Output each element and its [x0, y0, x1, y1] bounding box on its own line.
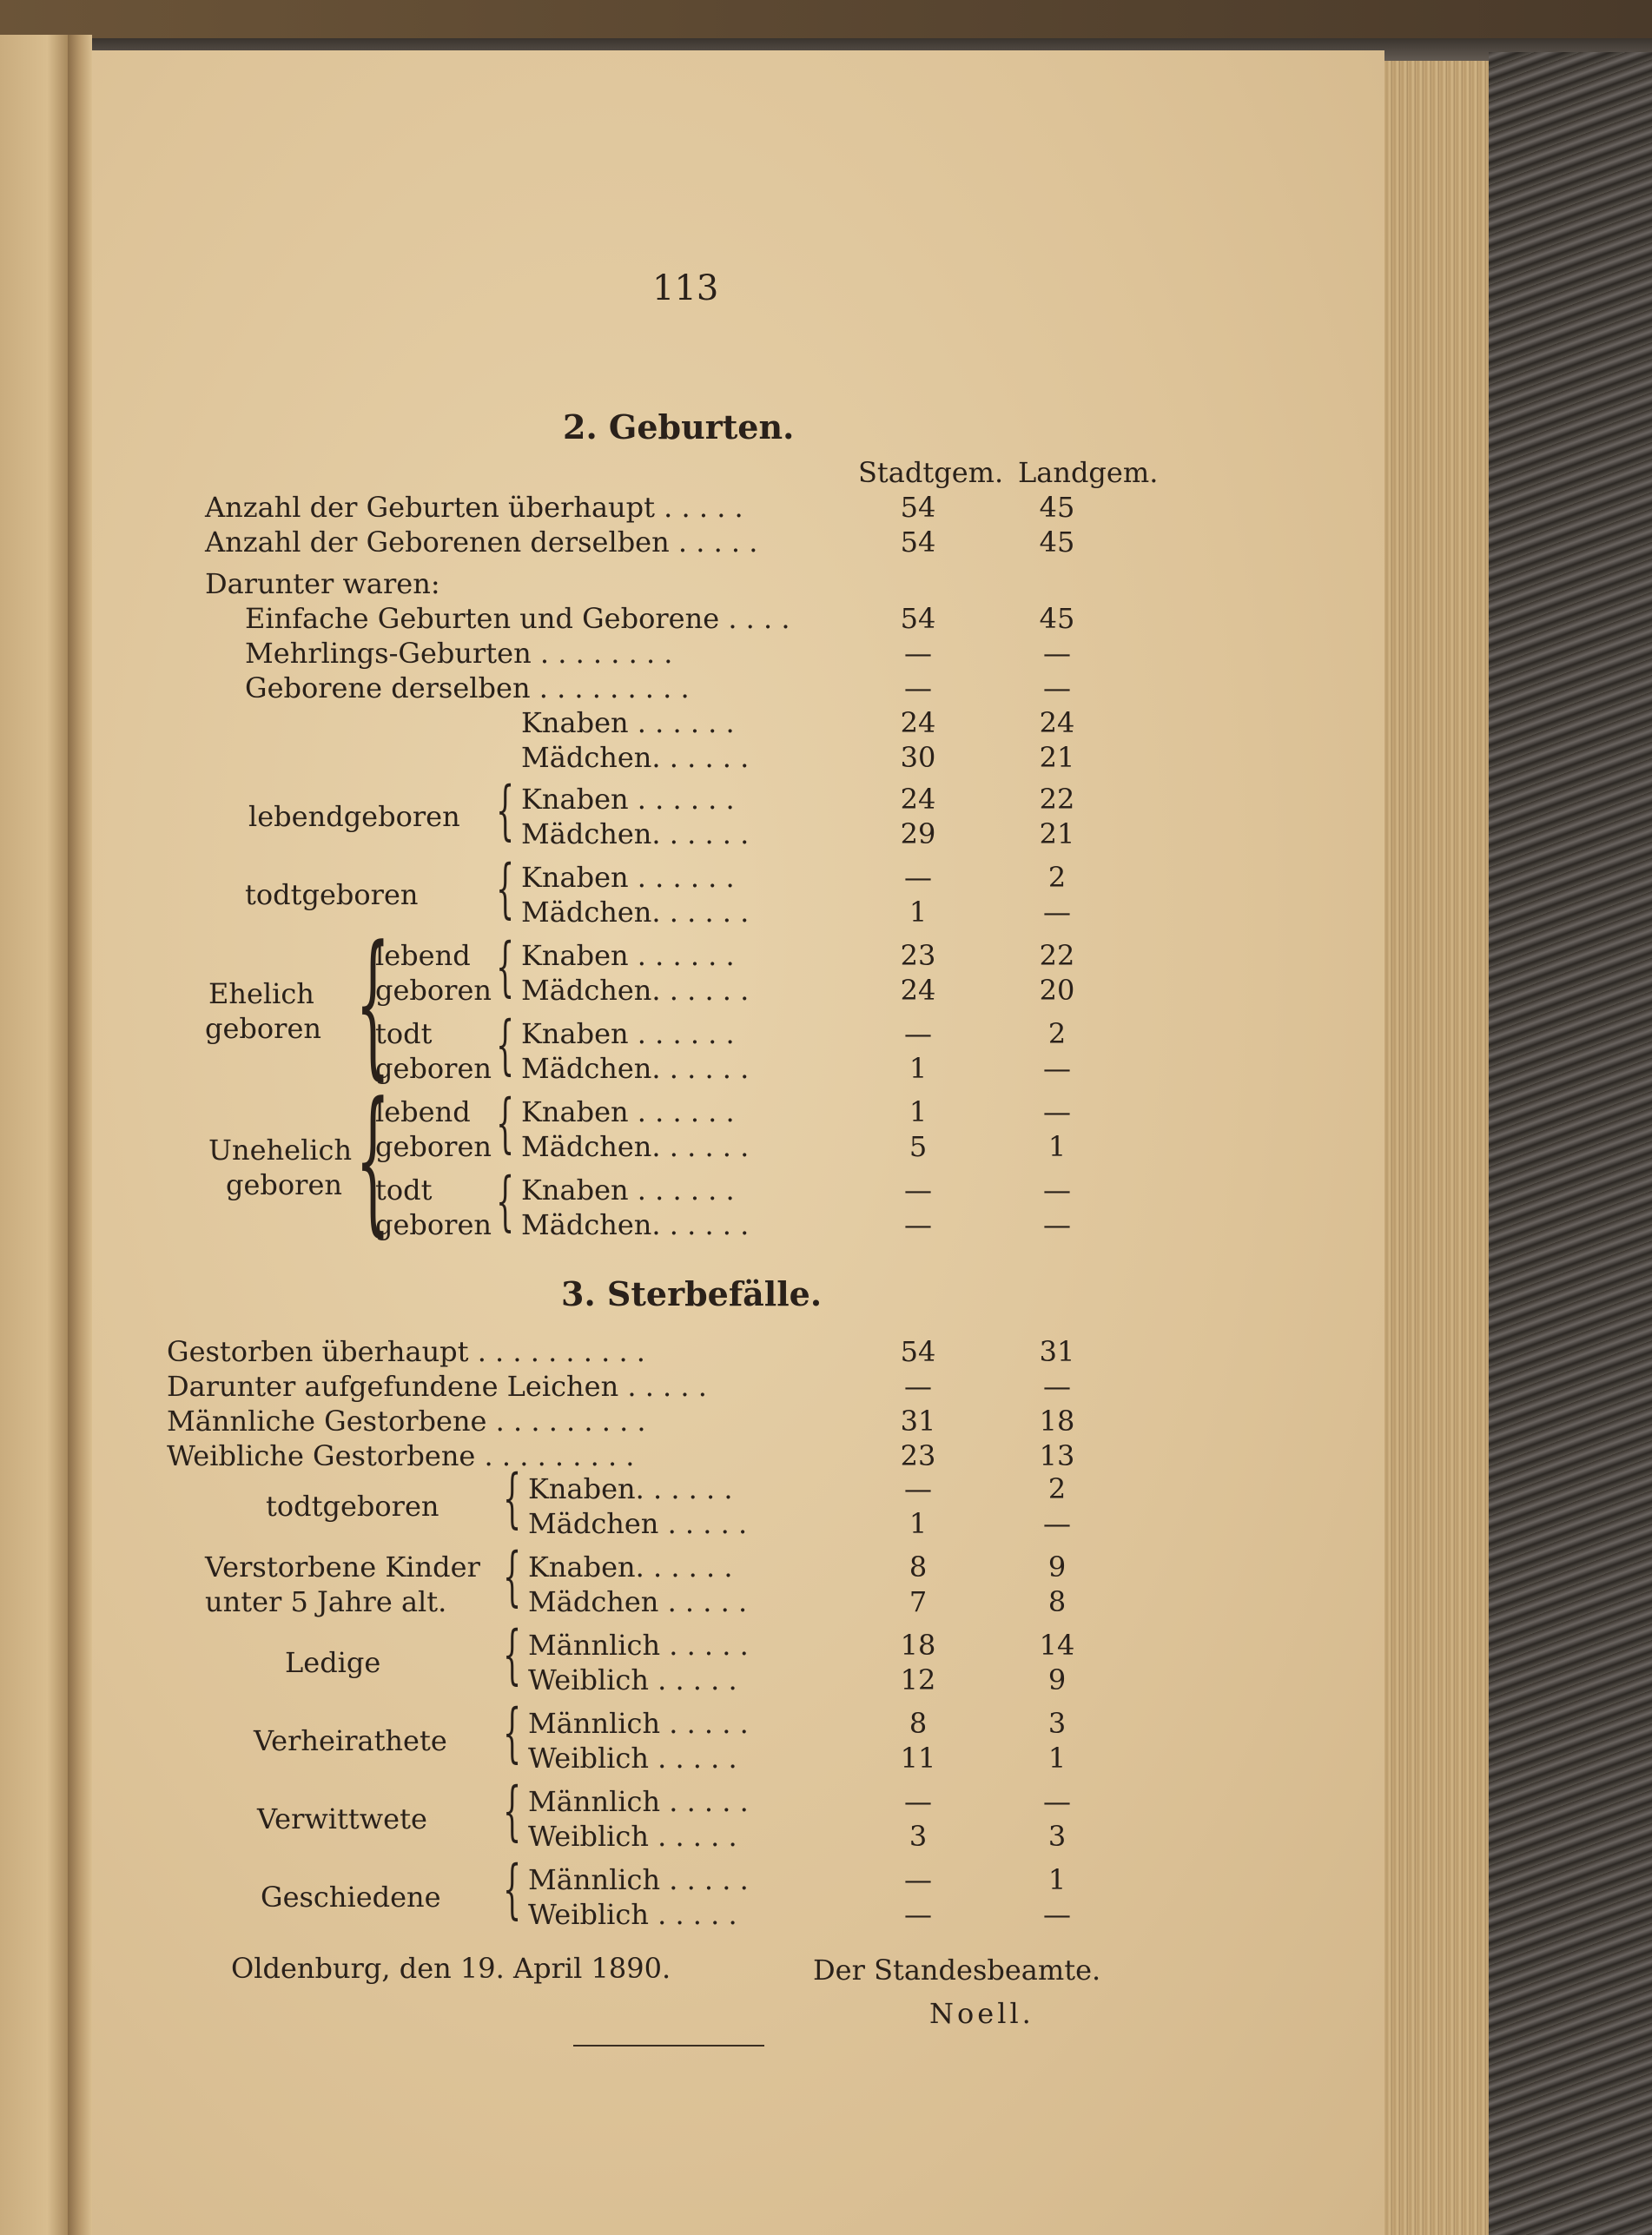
deaths-row-rural: 3	[1047, 1820, 1067, 1853]
left-page-edge	[0, 35, 68, 2235]
sub-group-label: geboren	[375, 1130, 492, 1163]
births-row-rural: 1	[1047, 1130, 1067, 1163]
births-row-city: 5	[909, 1130, 928, 1163]
deaths-row-rural: 31	[1039, 1335, 1075, 1368]
deaths-row-city: 1	[909, 1507, 928, 1540]
brace: {	[495, 929, 515, 1004]
sub-group-label: lebend	[375, 939, 471, 972]
births-row-rural: 2	[1047, 861, 1067, 894]
deaths-row-label: Weiblich . . . . .	[528, 1742, 737, 1775]
births-row-city: —	[904, 861, 932, 894]
deaths-row-rural: 9	[1047, 1551, 1067, 1584]
births-row-rural: —	[1043, 1174, 1071, 1207]
deaths-row-city: —	[904, 1785, 932, 1818]
brace: {	[495, 1164, 515, 1239]
births-row-rural: 22	[1039, 783, 1075, 816]
births-row-city: 54	[900, 491, 936, 524]
births-row-label: Mädchen. . . . . .	[521, 741, 750, 774]
births-row-label: Knaben . . . . . .	[521, 939, 735, 972]
births-row-label: Knaben . . . . . .	[521, 1017, 735, 1050]
brace: {	[502, 1774, 522, 1848]
deaths-row-rural: 9	[1047, 1663, 1067, 1696]
deaths-row-label: Weiblich . . . . .	[528, 1898, 737, 1931]
births-row-rural: —	[1043, 896, 1071, 929]
deaths-row-rural: 18	[1039, 1405, 1075, 1438]
group-label: Unehelich	[208, 1134, 353, 1167]
births-row-city: —	[904, 671, 932, 704]
sub-group-label: geboren	[375, 1052, 492, 1085]
column-header-rural: Landgem.	[1018, 456, 1159, 489]
group-label: geboren	[205, 1012, 322, 1045]
births-row-city: 1	[909, 896, 928, 929]
births-row-city: 24	[900, 974, 936, 1007]
births-row-rural: —	[1043, 671, 1071, 704]
births-row-rural: 45	[1039, 491, 1075, 524]
sub-group-label: geboren	[375, 1208, 492, 1241]
signature-name: Noell.	[929, 1997, 1034, 2030]
brace: {	[502, 1539, 522, 1614]
group-label: todtgeboren	[245, 878, 419, 911]
births-row-city: —	[904, 637, 932, 670]
deaths-row-city: 3	[909, 1820, 928, 1853]
deaths-row-rural: —	[1043, 1370, 1071, 1403]
births-row-rural: 24	[1039, 706, 1075, 739]
births-row-label: Knaben . . . . . .	[521, 1174, 735, 1207]
deaths-row-rural: 1	[1047, 1863, 1067, 1896]
brace: {	[502, 1696, 522, 1770]
deaths-row-label: Männlich . . . . .	[528, 1707, 749, 1740]
births-row-city: 1	[909, 1095, 928, 1128]
deaths-row-label: Mädchen . . . . .	[528, 1585, 748, 1618]
deaths-row-label: Männlich . . . . .	[528, 1629, 749, 1662]
group-label: Ehelich	[208, 977, 314, 1010]
births-row-rural: 21	[1039, 817, 1075, 850]
deaths-row-label: Darunter aufgefundene Leichen . . . . .	[167, 1370, 707, 1403]
births-row-city: 24	[900, 706, 936, 739]
group-label: lebendgeboren	[248, 800, 460, 833]
births-row-city: 1	[909, 1052, 928, 1085]
deaths-row-city: —	[904, 1863, 932, 1896]
group-label: Verheirathete	[254, 1724, 447, 1757]
printed-page	[92, 50, 1384, 2235]
sub-group-label: todt	[375, 1174, 433, 1207]
book-gutter	[68, 35, 92, 2235]
births-row-label: Anzahl der Geborenen derselben . . . . .	[205, 526, 758, 559]
births-row-city: —	[904, 1208, 932, 1241]
births-row-rural: —	[1043, 1095, 1071, 1128]
births-row-label: Knaben . . . . . .	[521, 1095, 735, 1128]
deaths-row-rural: 14	[1039, 1629, 1075, 1662]
births-row-label: Knaben . . . . . .	[521, 706, 735, 739]
births-row-city: —	[904, 1174, 932, 1207]
signature-title: Der Standesbeamte.	[813, 1954, 1101, 1987]
brace: {	[495, 1008, 515, 1082]
deaths-row-label: Männlich . . . . .	[528, 1785, 749, 1818]
deaths-heading: 3. Sterbefälle.	[561, 1274, 823, 1313]
births-row-rural: 2	[1047, 1017, 1067, 1050]
deaths-row-city: 7	[909, 1585, 928, 1618]
births-row-label: Mädchen. . . . . .	[521, 1130, 750, 1163]
group-label: Geschiedene	[261, 1881, 441, 1914]
brace: {	[355, 1069, 391, 1251]
brace: {	[495, 773, 515, 848]
book-cover-marbled	[1489, 52, 1652, 2235]
deaths-row-rural: 3	[1047, 1707, 1067, 1740]
births-row-label: Knaben . . . . . .	[521, 861, 735, 894]
sub-group-label: lebend	[375, 1095, 471, 1128]
births-row-city: —	[904, 1017, 932, 1050]
births-row-label: Anzahl der Geburten überhaupt . . . . .	[205, 491, 743, 524]
deaths-row-label: Weiblich . . . . .	[528, 1663, 737, 1696]
group-label: geboren	[226, 1168, 343, 1201]
deaths-row-rural: —	[1043, 1785, 1071, 1818]
place-date: Oldenburg, den 19. April 1890.	[231, 1952, 671, 1985]
deaths-row-label: Weibliche Gestorbene . . . . . . . . .	[167, 1439, 635, 1472]
births-row-city: 54	[900, 602, 936, 635]
deaths-row-label: Männlich . . . . .	[528, 1863, 749, 1896]
deaths-row-label: Knaben. . . . . .	[528, 1472, 733, 1505]
deaths-row-label: Weiblich . . . . .	[528, 1820, 737, 1853]
page-number: 113	[652, 268, 719, 308]
deaths-row-label: Gestorben überhaupt . . . . . . . . . .	[167, 1335, 645, 1368]
brace: {	[502, 1617, 522, 1692]
sub-group-label: geboren	[375, 974, 492, 1007]
deaths-row-city: 12	[900, 1663, 936, 1696]
group-label: todtgeboren	[266, 1490, 439, 1523]
deaths-row-city: 23	[900, 1439, 936, 1472]
brace: {	[502, 1461, 522, 1536]
deaths-row-rural: —	[1043, 1507, 1071, 1540]
deaths-row-city: 31	[900, 1405, 936, 1438]
births-row-rural: 22	[1039, 939, 1075, 972]
births-row-label: Mädchen. . . . . .	[521, 1208, 750, 1241]
deaths-row-city: —	[904, 1370, 932, 1403]
deaths-row-label: Männliche Gestorbene . . . . . . . . .	[167, 1405, 646, 1438]
births-row-city: 29	[900, 817, 936, 850]
deaths-row-label: Mädchen . . . . .	[528, 1507, 748, 1540]
births-row-rural: 21	[1039, 741, 1075, 774]
brace: {	[495, 1086, 515, 1160]
deaths-row-rural: 13	[1039, 1439, 1075, 1472]
brace: {	[502, 1852, 522, 1927]
deaths-row-city: 8	[909, 1551, 928, 1584]
deaths-row-rural: 8	[1047, 1585, 1067, 1618]
group-label: Verwittwete	[257, 1802, 427, 1835]
group-label: Verstorbene Kinder	[205, 1551, 480, 1584]
group-label: unter 5 Jahre alt.	[205, 1585, 447, 1618]
deaths-row-rural: —	[1043, 1898, 1071, 1931]
births-heading: 2. Geburten.	[563, 407, 795, 446]
births-row-rural: 45	[1039, 526, 1075, 559]
page-edges-stack	[1384, 61, 1489, 2235]
births-row-label: Mädchen. . . . . .	[521, 817, 750, 850]
deaths-row-city: 11	[900, 1742, 936, 1775]
births-row-label: Mädchen. . . . . .	[521, 974, 750, 1007]
births-row-label: Einfache Geburten und Geborene . . . .	[245, 602, 790, 635]
deaths-row-city: 8	[909, 1707, 928, 1740]
sub-group-label: todt	[375, 1017, 433, 1050]
deaths-row-city: 18	[900, 1629, 936, 1662]
deaths-row-rural: 1	[1047, 1742, 1067, 1775]
births-row-rural: —	[1043, 1208, 1071, 1241]
deaths-row-label: Knaben. . . . . .	[528, 1551, 733, 1584]
group-label: Ledige	[285, 1646, 381, 1679]
births-row-rural: 20	[1039, 974, 1075, 1007]
brace: {	[355, 913, 391, 1094]
births-row-label: Mädchen. . . . . .	[521, 1052, 750, 1085]
births-row-label: Knaben . . . . . .	[521, 783, 735, 816]
births-row-rural: 45	[1039, 602, 1075, 635]
births-row-city: 23	[900, 939, 936, 972]
brace: {	[495, 851, 515, 926]
births-subheading: Darunter waren:	[205, 567, 440, 600]
births-row-rural: —	[1043, 637, 1071, 670]
deaths-row-city: 54	[900, 1335, 936, 1368]
births-row-city: 54	[900, 526, 936, 559]
column-header-city: Stadtgem.	[858, 456, 1004, 489]
births-row-city: 30	[900, 741, 936, 774]
births-row-label: Mädchen. . . . . .	[521, 896, 750, 929]
deaths-row-city: —	[904, 1472, 932, 1505]
births-row-label: Mehrlings-Geburten . . . . . . . .	[245, 637, 673, 670]
end-rule	[573, 2045, 764, 2047]
births-row-label: Geborene derselben . . . . . . . . .	[245, 671, 690, 704]
deaths-row-city: —	[904, 1898, 932, 1931]
births-row-rural: —	[1043, 1052, 1071, 1085]
births-row-city: 24	[900, 783, 936, 816]
deaths-row-rural: 2	[1047, 1472, 1067, 1505]
